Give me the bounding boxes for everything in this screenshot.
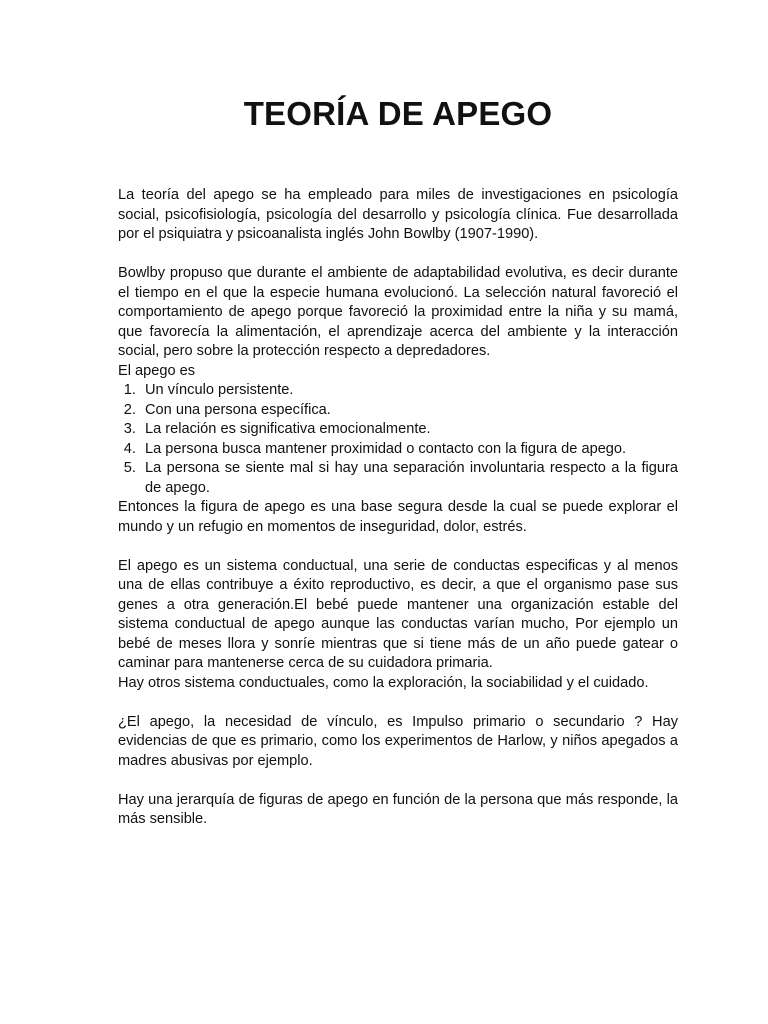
list-item: 4. La persona busca mantener proximidad o contacto con la figura de apego. (140, 440, 678, 460)
paragraph-behavioral-system: El apego es un sistema conductual, una serie de conductas especificas y al menos una de ellas contribuye a éxito reproductivo, es decir, a que el organismo pase sus genes a otra generación.El bebé puede mantener una organización estable del sistema conductual de apego aunque las conductas varían mucho, Por ejemplo un bebé de meses llora y sonríe mientras que si tiene más de un año puede gatear o caminar para mantenerse cerca de su cuidadora primaria. (118, 557, 678, 671)
list-item: 5. La persona se siente mal si hay una separación involuntaria respecto a la figura de apego. (140, 459, 678, 498)
list-item: 2. Con una persona específica. (140, 401, 678, 421)
list-item: 3. La relación es significativa emocionalmente. (140, 420, 678, 440)
paragraph-gap (118, 245, 678, 265)
paragraph-intro: La teoría del apego se ha empleado para miles de investigaciones en psicología social, psicofisiología, psicología del desarrollo y psicología clínica. Fue desarrollada por el psiquiatra y psicoanalista inglés John Bowlby (1907-1990). (118, 187, 678, 242)
paragraph-gap (118, 537, 678, 557)
paragraph-list-intro: El apego es (118, 362, 196, 379)
document-page (118, 92, 678, 830)
paragraph-gap (118, 693, 678, 713)
paragraph-primary-drive: ¿El apego, la necesidad de vínculo, es Impulso primario o secundario ? Hay evidencias de que es primario, como los experimentos de Harlow, y niños apegados a madres abusivas por ejemplo. (118, 713, 678, 769)
list-item: 1. Un vínculo persistente. (140, 381, 678, 401)
paragraph-secure-base: Entonces la figura de apego es una base segura desde la cual se puede explorar el mundo y un refugio en momentos de inseguridad, dolor, estrés. (118, 499, 678, 535)
paragraph-hierarchy: Hay una jerarquía de figuras de apego en función de la persona que más responde, la más sensible. (118, 791, 678, 827)
paragraph-bowlby: Bowlby propuso que durante el ambiente de adaptabilidad evolutiva, es decir durante el tiempo en el que la especie humana evolucionó. La selección natural favoreció el comportamiento de apego porque favoreció la proximidad entre la niña y su mamá, que favorecía la alimentación, el aprendizaje acerca del ambiente y la interacción social, pero sobre la protección respecto a depredadores. (118, 265, 678, 359)
document-title: TEORÍA DE APEGO (243, 95, 553, 132)
paragraph-gap (118, 771, 678, 791)
paragraph-other-systems: Hay otros sistema conductuales, como la exploración, la sociabilidad y el cuidado. (118, 674, 649, 691)
attachment-list (118, 381, 678, 498)
